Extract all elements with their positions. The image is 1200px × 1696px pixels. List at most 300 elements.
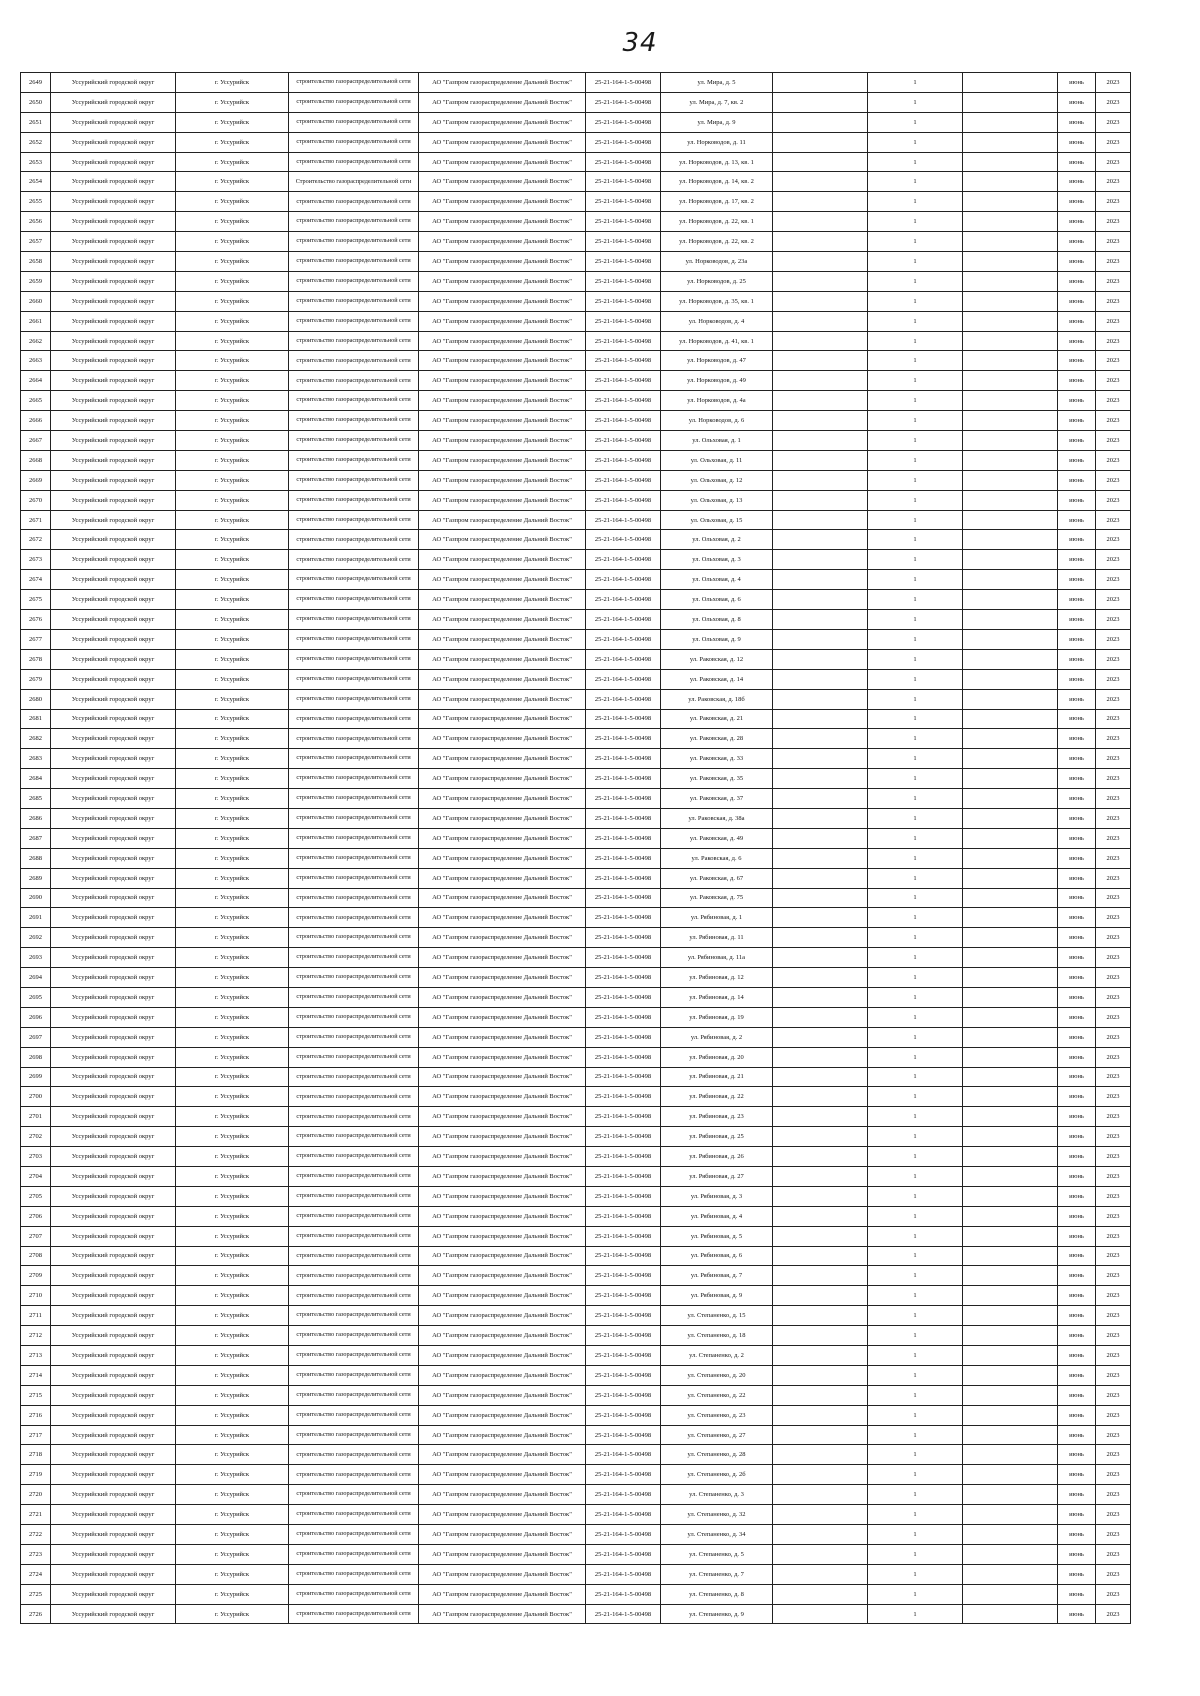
cell-settlement: г. Уссурийск — [176, 271, 289, 291]
cell-empty-col-1 — [773, 1346, 868, 1366]
cell-year: 2023 — [1096, 928, 1131, 948]
cell-address: ул. Степаненко, д. 34 — [661, 1525, 773, 1545]
cell-address: ул. Норководов, д. 35, кв. 1 — [661, 291, 773, 311]
cell-month: июнь — [1058, 729, 1096, 749]
cell-organization: АО "Газпром газораспределение Дальний Восток" — [419, 450, 586, 470]
cell-quantity: 1 — [868, 1425, 963, 1445]
cell-quantity: 1 — [868, 669, 963, 689]
cell-empty-col-2 — [963, 192, 1058, 212]
cell-work-type: строительство газораспределительной сети — [289, 1584, 419, 1604]
cell-organization: АО "Газпром газораспределение Дальний Восток" — [419, 1127, 586, 1147]
table-row — [21, 928, 1131, 948]
cell-row-number: 2670 — [21, 490, 51, 510]
cell-registry-code: 25-21-164-1-5-00498 — [586, 689, 661, 709]
cell-empty-col-2 — [963, 232, 1058, 252]
cell-empty-col-2 — [963, 152, 1058, 172]
cell-empty-col-2 — [963, 252, 1058, 272]
cell-work-type: строительство газораспределительной сети — [289, 1604, 419, 1624]
cell-quantity: 1 — [868, 172, 963, 192]
cell-registry-code: 25-21-164-1-5-00498 — [586, 769, 661, 789]
cell-quantity: 1 — [868, 132, 963, 152]
cell-row-number: 2715 — [21, 1385, 51, 1405]
cell-year: 2023 — [1096, 212, 1131, 232]
cell-registry-code: 25-21-164-1-5-00498 — [586, 1186, 661, 1206]
table-row — [21, 1087, 1131, 1107]
cell-work-type: строительство газораспределительной сети — [289, 1286, 419, 1306]
cell-year: 2023 — [1096, 1405, 1131, 1425]
cell-municipality: Уссурийский городской округ — [51, 112, 176, 132]
cell-municipality: Уссурийский городской округ — [51, 570, 176, 590]
cell-quantity: 1 — [868, 391, 963, 411]
cell-work-type: строительство газораспределительной сети — [289, 92, 419, 112]
cell-month: июнь — [1058, 530, 1096, 550]
cell-address: ул. Рябиновая, д. 25 — [661, 1127, 773, 1147]
cell-work-type: строительство газораспределительной сети — [289, 1564, 419, 1584]
cell-address: ул. Рябиновая, д. 1 — [661, 908, 773, 928]
cell-organization: АО "Газпром газораспределение Дальний Восток" — [419, 629, 586, 649]
cell-month: июнь — [1058, 689, 1096, 709]
cell-month: июнь — [1058, 1027, 1096, 1047]
cell-empty-col-1 — [773, 252, 868, 272]
cell-work-type: строительство газораспределительной сети — [289, 550, 419, 570]
cell-month: июнь — [1058, 749, 1096, 769]
table-row — [21, 391, 1131, 411]
cell-municipality: Уссурийский городской округ — [51, 968, 176, 988]
cell-year: 2023 — [1096, 73, 1131, 93]
cell-municipality: Уссурийский городской округ — [51, 1485, 176, 1505]
cell-settlement: г. Уссурийск — [176, 808, 289, 828]
cell-empty-col-1 — [773, 1166, 868, 1186]
cell-organization: АО "Газпром газораспределение Дальний Восток" — [419, 291, 586, 311]
cell-municipality: Уссурийский городской округ — [51, 908, 176, 928]
cell-empty-col-2 — [963, 291, 1058, 311]
cell-address: ул. Раковская, д. 49 — [661, 828, 773, 848]
cell-quantity: 1 — [868, 1365, 963, 1385]
cell-month: июнь — [1058, 311, 1096, 331]
cell-empty-col-1 — [773, 709, 868, 729]
cell-settlement: г. Уссурийск — [176, 510, 289, 530]
cell-month: июнь — [1058, 1385, 1096, 1405]
table-row — [21, 1584, 1131, 1604]
table-row — [21, 291, 1131, 311]
cell-empty-col-1 — [773, 391, 868, 411]
cell-address: ул. Раковская, д. 14 — [661, 669, 773, 689]
cell-settlement: г. Уссурийск — [176, 1226, 289, 1246]
cell-registry-code: 25-21-164-1-5-00498 — [586, 987, 661, 1007]
cell-registry-code: 25-21-164-1-5-00498 — [586, 1206, 661, 1226]
cell-registry-code: 25-21-164-1-5-00498 — [586, 629, 661, 649]
cell-work-type: строительство газораспределительной сети — [289, 1007, 419, 1027]
cell-work-type: строительство газораспределительной сети — [289, 1166, 419, 1186]
cell-row-number: 2708 — [21, 1246, 51, 1266]
cell-month: июнь — [1058, 450, 1096, 470]
cell-empty-col-1 — [773, 212, 868, 232]
cell-address: ул. Рябиновая, д. 21 — [661, 1067, 773, 1087]
cell-address: ул. Ольховая, д. 13 — [661, 490, 773, 510]
cell-settlement: г. Уссурийск — [176, 1266, 289, 1286]
cell-row-number: 2654 — [21, 172, 51, 192]
cell-organization: АО "Газпром газораспределение Дальний Восток" — [419, 709, 586, 729]
cell-quantity: 1 — [868, 232, 963, 252]
cell-row-number: 2660 — [21, 291, 51, 311]
cell-year: 2023 — [1096, 1286, 1131, 1306]
cell-month: июнь — [1058, 1246, 1096, 1266]
cell-address: ул. Норководов, д. 25 — [661, 271, 773, 291]
cell-year: 2023 — [1096, 1505, 1131, 1525]
table-row — [21, 590, 1131, 610]
cell-organization: АО "Газпром газораспределение Дальний Восток" — [419, 649, 586, 669]
cell-row-number: 2657 — [21, 232, 51, 252]
cell-municipality: Уссурийский городской округ — [51, 331, 176, 351]
cell-address: ул. Степаненко, д. 5 — [661, 1544, 773, 1564]
cell-municipality: Уссурийский городской округ — [51, 1385, 176, 1405]
cell-organization: АО "Газпром газораспределение Дальний Восток" — [419, 1385, 586, 1405]
cell-quantity: 1 — [868, 769, 963, 789]
cell-month: июнь — [1058, 1087, 1096, 1107]
cell-work-type: строительство газораспределительной сети — [289, 610, 419, 630]
table-row — [21, 888, 1131, 908]
cell-settlement: г. Уссурийск — [176, 1087, 289, 1107]
cell-address: ул. Степаненко, д. 20 — [661, 1365, 773, 1385]
cell-month: июнь — [1058, 1306, 1096, 1326]
cell-empty-col-1 — [773, 570, 868, 590]
cell-empty-col-1 — [773, 271, 868, 291]
table-row — [21, 1365, 1131, 1385]
cell-empty-col-2 — [963, 789, 1058, 809]
cell-empty-col-2 — [963, 1107, 1058, 1127]
cell-registry-code: 25-21-164-1-5-00498 — [586, 510, 661, 530]
cell-row-number: 2726 — [21, 1604, 51, 1624]
cell-settlement: г. Уссурийск — [176, 132, 289, 152]
cell-row-number: 2659 — [21, 271, 51, 291]
cell-month: июнь — [1058, 987, 1096, 1007]
cell-row-number: 2695 — [21, 987, 51, 1007]
cell-municipality: Уссурийский городской округ — [51, 391, 176, 411]
cell-month: июнь — [1058, 1425, 1096, 1445]
cell-month: июнь — [1058, 1564, 1096, 1584]
cell-address: ул. Рябиновая, д. 3 — [661, 1186, 773, 1206]
cell-quantity: 1 — [868, 709, 963, 729]
cell-quantity: 1 — [868, 1266, 963, 1286]
cell-year: 2023 — [1096, 669, 1131, 689]
table-row — [21, 808, 1131, 828]
cell-organization: АО "Газпром газораспределение Дальний Восток" — [419, 391, 586, 411]
cell-work-type: строительство газораспределительной сети — [289, 1027, 419, 1047]
cell-quantity: 1 — [868, 411, 963, 431]
cell-quantity: 1 — [868, 331, 963, 351]
cell-municipality: Уссурийский городской округ — [51, 1544, 176, 1564]
cell-organization: АО "Газпром газораспределение Дальний Восток" — [419, 152, 586, 172]
cell-organization: АО "Газпром газораспределение Дальний Восток" — [419, 808, 586, 828]
cell-month: июнь — [1058, 371, 1096, 391]
cell-settlement: г. Уссурийск — [176, 769, 289, 789]
table-row — [21, 1346, 1131, 1366]
cell-year: 2023 — [1096, 470, 1131, 490]
cell-settlement: г. Уссурийск — [176, 1564, 289, 1584]
table-row — [21, 192, 1131, 212]
table-row — [21, 172, 1131, 192]
cell-quantity: 1 — [868, 789, 963, 809]
cell-empty-col-2 — [963, 1405, 1058, 1425]
cell-row-number: 2668 — [21, 450, 51, 470]
cell-organization: АО "Газпром газораспределение Дальний Восток" — [419, 1326, 586, 1346]
cell-address: ул. Ольховая, д. 12 — [661, 470, 773, 490]
cell-year: 2023 — [1096, 331, 1131, 351]
cell-row-number: 2686 — [21, 808, 51, 828]
cell-registry-code: 25-21-164-1-5-00498 — [586, 92, 661, 112]
cell-year: 2023 — [1096, 1564, 1131, 1584]
cell-address: ул. Рябиновая, д. 23 — [661, 1107, 773, 1127]
cell-quantity: 1 — [868, 1087, 963, 1107]
cell-registry-code: 25-21-164-1-5-00498 — [586, 928, 661, 948]
cell-month: июнь — [1058, 1166, 1096, 1186]
cell-quantity: 1 — [868, 73, 963, 93]
cell-municipality: Уссурийский городской округ — [51, 1226, 176, 1246]
cell-settlement: г. Уссурийск — [176, 570, 289, 590]
cell-month: июнь — [1058, 411, 1096, 431]
cell-year: 2023 — [1096, 252, 1131, 272]
cell-quantity: 1 — [868, 192, 963, 212]
cell-municipality: Уссурийский городской округ — [51, 828, 176, 848]
table-row — [21, 1525, 1131, 1545]
cell-year: 2023 — [1096, 968, 1131, 988]
cell-quantity: 1 — [868, 1186, 963, 1206]
cell-quantity: 1 — [868, 689, 963, 709]
cell-settlement: г. Уссурийск — [176, 252, 289, 272]
cell-settlement: г. Уссурийск — [176, 669, 289, 689]
cell-address: ул. Степаненко, д. 8 — [661, 1584, 773, 1604]
cell-registry-code: 25-21-164-1-5-00498 — [586, 1067, 661, 1087]
cell-organization: АО "Газпром газораспределение Дальний Восток" — [419, 1047, 586, 1067]
table-row — [21, 629, 1131, 649]
table-row — [21, 1206, 1131, 1226]
cell-quantity: 1 — [868, 1564, 963, 1584]
cell-organization: АО "Газпром газораспределение Дальний Восток" — [419, 749, 586, 769]
cell-month: июнь — [1058, 1186, 1096, 1206]
cell-organization: АО "Газпром газораспределение Дальний Восток" — [419, 928, 586, 948]
cell-municipality: Уссурийский городской округ — [51, 1445, 176, 1465]
cell-settlement: г. Уссурийск — [176, 629, 289, 649]
cell-work-type: строительство газораспределительной сети — [289, 1087, 419, 1107]
cell-address: ул. Норководов, д. 17, кв. 2 — [661, 192, 773, 212]
cell-registry-code: 25-21-164-1-5-00498 — [586, 490, 661, 510]
cell-month: июнь — [1058, 1544, 1096, 1564]
cell-registry-code: 25-21-164-1-5-00498 — [586, 550, 661, 570]
cell-registry-code: 25-21-164-1-5-00498 — [586, 1604, 661, 1624]
cell-month: июнь — [1058, 510, 1096, 530]
cell-row-number: 2667 — [21, 431, 51, 451]
cell-address: ул. Мира, д. 5 — [661, 73, 773, 93]
cell-empty-col-1 — [773, 1087, 868, 1107]
cell-empty-col-1 — [773, 848, 868, 868]
cell-empty-col-2 — [963, 769, 1058, 789]
cell-municipality: Уссурийский городской округ — [51, 1286, 176, 1306]
cell-month: июнь — [1058, 610, 1096, 630]
cell-settlement: г. Уссурийск — [176, 112, 289, 132]
cell-empty-col-2 — [963, 1365, 1058, 1385]
table-row — [21, 73, 1131, 93]
cell-address: ул. Рябиновая, д. 4 — [661, 1206, 773, 1226]
cell-settlement: г. Уссурийск — [176, 828, 289, 848]
cell-year: 2023 — [1096, 749, 1131, 769]
cell-municipality: Уссурийский городской округ — [51, 1465, 176, 1485]
cell-registry-code: 25-21-164-1-5-00498 — [586, 1525, 661, 1545]
cell-empty-col-2 — [963, 928, 1058, 948]
cell-settlement: г. Уссурийск — [176, 1604, 289, 1624]
cell-municipality: Уссурийский городской округ — [51, 1147, 176, 1167]
cell-work-type: строительство газораспределительной сети — [289, 669, 419, 689]
cell-organization: АО "Газпром газораспределение Дальний Восток" — [419, 232, 586, 252]
cell-work-type: строительство газораспределительной сети — [289, 789, 419, 809]
cell-work-type: строительство газораспределительной сети — [289, 1246, 419, 1266]
cell-municipality: Уссурийский городской округ — [51, 1246, 176, 1266]
cell-registry-code: 25-21-164-1-5-00498 — [586, 649, 661, 669]
cell-address: ул. Ольховая, д. 11 — [661, 450, 773, 470]
cell-organization: АО "Газпром газораспределение Дальний Восток" — [419, 1505, 586, 1525]
cell-municipality: Уссурийский городской округ — [51, 450, 176, 470]
cell-municipality: Уссурийский городской округ — [51, 808, 176, 828]
cell-row-number: 2674 — [21, 570, 51, 590]
cell-quantity: 1 — [868, 291, 963, 311]
cell-empty-col-1 — [773, 1047, 868, 1067]
cell-registry-code: 25-21-164-1-5-00498 — [586, 1266, 661, 1286]
cell-year: 2023 — [1096, 1485, 1131, 1505]
cell-address: ул. Степаненко, д. 23 — [661, 1405, 773, 1425]
cell-empty-col-1 — [773, 1127, 868, 1147]
cell-row-number: 2656 — [21, 212, 51, 232]
cell-settlement: г. Уссурийск — [176, 331, 289, 351]
table-row — [21, 1544, 1131, 1564]
cell-month: июнь — [1058, 968, 1096, 988]
cell-quantity: 1 — [868, 470, 963, 490]
cell-registry-code: 25-21-164-1-5-00498 — [586, 908, 661, 928]
cell-month: июнь — [1058, 629, 1096, 649]
cell-settlement: г. Уссурийск — [176, 1326, 289, 1346]
cell-municipality: Уссурийский городской округ — [51, 132, 176, 152]
cell-empty-col-2 — [963, 371, 1058, 391]
cell-year: 2023 — [1096, 1087, 1131, 1107]
cell-row-number: 2725 — [21, 1584, 51, 1604]
cell-month: июнь — [1058, 252, 1096, 272]
cell-empty-col-1 — [773, 1425, 868, 1445]
cell-quantity: 1 — [868, 848, 963, 868]
cell-municipality: Уссурийский городской округ — [51, 1067, 176, 1087]
cell-settlement: г. Уссурийск — [176, 1166, 289, 1186]
cell-organization: АО "Газпром газораспределение Дальний Восток" — [419, 1186, 586, 1206]
cell-empty-col-1 — [773, 1286, 868, 1306]
cell-row-number: 2711 — [21, 1306, 51, 1326]
cell-registry-code: 25-21-164-1-5-00498 — [586, 590, 661, 610]
table-row — [21, 371, 1131, 391]
cell-quantity: 1 — [868, 311, 963, 331]
cell-row-number: 2683 — [21, 749, 51, 769]
cell-organization: АО "Газпром газораспределение Дальний Восток" — [419, 1286, 586, 1306]
table-row — [21, 729, 1131, 749]
cell-address: ул. Норководов, д. 14, кв. 2 — [661, 172, 773, 192]
cell-organization: АО "Газпром газораспределение Дальний Восток" — [419, 1425, 586, 1445]
cell-municipality: Уссурийский городской округ — [51, 749, 176, 769]
cell-address: ул. Раковская, д. 38а — [661, 808, 773, 828]
cell-empty-col-2 — [963, 1027, 1058, 1047]
cell-registry-code: 25-21-164-1-5-00498 — [586, 411, 661, 431]
cell-month: июнь — [1058, 1465, 1096, 1485]
cell-registry-code: 25-21-164-1-5-00498 — [586, 152, 661, 172]
cell-empty-col-2 — [963, 470, 1058, 490]
cell-address: ул. Степаненко, д. 2 — [661, 1346, 773, 1366]
cell-work-type: строительство газораспределительной сети — [289, 769, 419, 789]
cell-empty-col-2 — [963, 1564, 1058, 1584]
cell-quantity: 1 — [868, 610, 963, 630]
cell-work-type: строительство газораспределительной сети — [289, 1226, 419, 1246]
cell-month: июнь — [1058, 769, 1096, 789]
cell-row-number: 2671 — [21, 510, 51, 530]
cell-quantity: 1 — [868, 1326, 963, 1346]
table-row — [21, 490, 1131, 510]
cell-municipality: Уссурийский городской округ — [51, 649, 176, 669]
cell-organization: АО "Газпром газораспределение Дальний Восток" — [419, 669, 586, 689]
cell-work-type: строительство газораспределительной сети — [289, 1326, 419, 1346]
cell-year: 2023 — [1096, 1544, 1131, 1564]
cell-registry-code: 25-21-164-1-5-00498 — [586, 351, 661, 371]
cell-month: июнь — [1058, 431, 1096, 451]
cell-address: ул. Ольховая, д. 3 — [661, 550, 773, 570]
cell-quantity: 1 — [868, 749, 963, 769]
cell-quantity: 1 — [868, 1604, 963, 1624]
cell-quantity: 1 — [868, 351, 963, 371]
cell-work-type: строительство газораспределительной сети — [289, 1107, 419, 1127]
cell-settlement: г. Уссурийск — [176, 709, 289, 729]
cell-work-type: строительство газораспределительной сети — [289, 450, 419, 470]
cell-municipality: Уссурийский городской округ — [51, 1087, 176, 1107]
cell-municipality: Уссурийский городской округ — [51, 550, 176, 570]
cell-empty-col-2 — [963, 172, 1058, 192]
cell-empty-col-2 — [963, 1067, 1058, 1087]
cell-address: ул. Норководов, д. 22, кв. 2 — [661, 232, 773, 252]
cell-organization: АО "Газпром газораспределение Дальний Восток" — [419, 371, 586, 391]
cell-settlement: г. Уссурийск — [176, 1365, 289, 1385]
table-row — [21, 1405, 1131, 1425]
cell-organization: АО "Газпром газораспределение Дальний Восток" — [419, 948, 586, 968]
cell-organization: АО "Газпром газораспределение Дальний Восток" — [419, 1346, 586, 1366]
cell-year: 2023 — [1096, 948, 1131, 968]
cell-empty-col-1 — [773, 450, 868, 470]
cell-quantity: 1 — [868, 987, 963, 1007]
cell-municipality: Уссурийский городской округ — [51, 212, 176, 232]
cell-year: 2023 — [1096, 808, 1131, 828]
cell-registry-code: 25-21-164-1-5-00498 — [586, 808, 661, 828]
cell-year: 2023 — [1096, 709, 1131, 729]
cell-month: июнь — [1058, 550, 1096, 570]
cell-year: 2023 — [1096, 649, 1131, 669]
cell-row-number: 2655 — [21, 192, 51, 212]
cell-row-number: 2650 — [21, 92, 51, 112]
cell-registry-code: 25-21-164-1-5-00498 — [586, 1584, 661, 1604]
cell-registry-code: 25-21-164-1-5-00498 — [586, 749, 661, 769]
table-row — [21, 271, 1131, 291]
cell-address: ул. Мира, д. 7, кв. 2 — [661, 92, 773, 112]
cell-registry-code: 25-21-164-1-5-00498 — [586, 450, 661, 470]
cell-registry-code: 25-21-164-1-5-00498 — [586, 212, 661, 232]
cell-work-type: строительство газораспределительной сети — [289, 1186, 419, 1206]
cell-municipality: Уссурийский городской округ — [51, 689, 176, 709]
cell-settlement: г. Уссурийск — [176, 1107, 289, 1127]
table-row — [21, 450, 1131, 470]
cell-registry-code: 25-21-164-1-5-00498 — [586, 1405, 661, 1425]
cell-empty-col-1 — [773, 73, 868, 93]
cell-address: ул. Рябиновая, д. 11а — [661, 948, 773, 968]
cell-quantity: 1 — [868, 1206, 963, 1226]
cell-municipality: Уссурийский городской округ — [51, 928, 176, 948]
